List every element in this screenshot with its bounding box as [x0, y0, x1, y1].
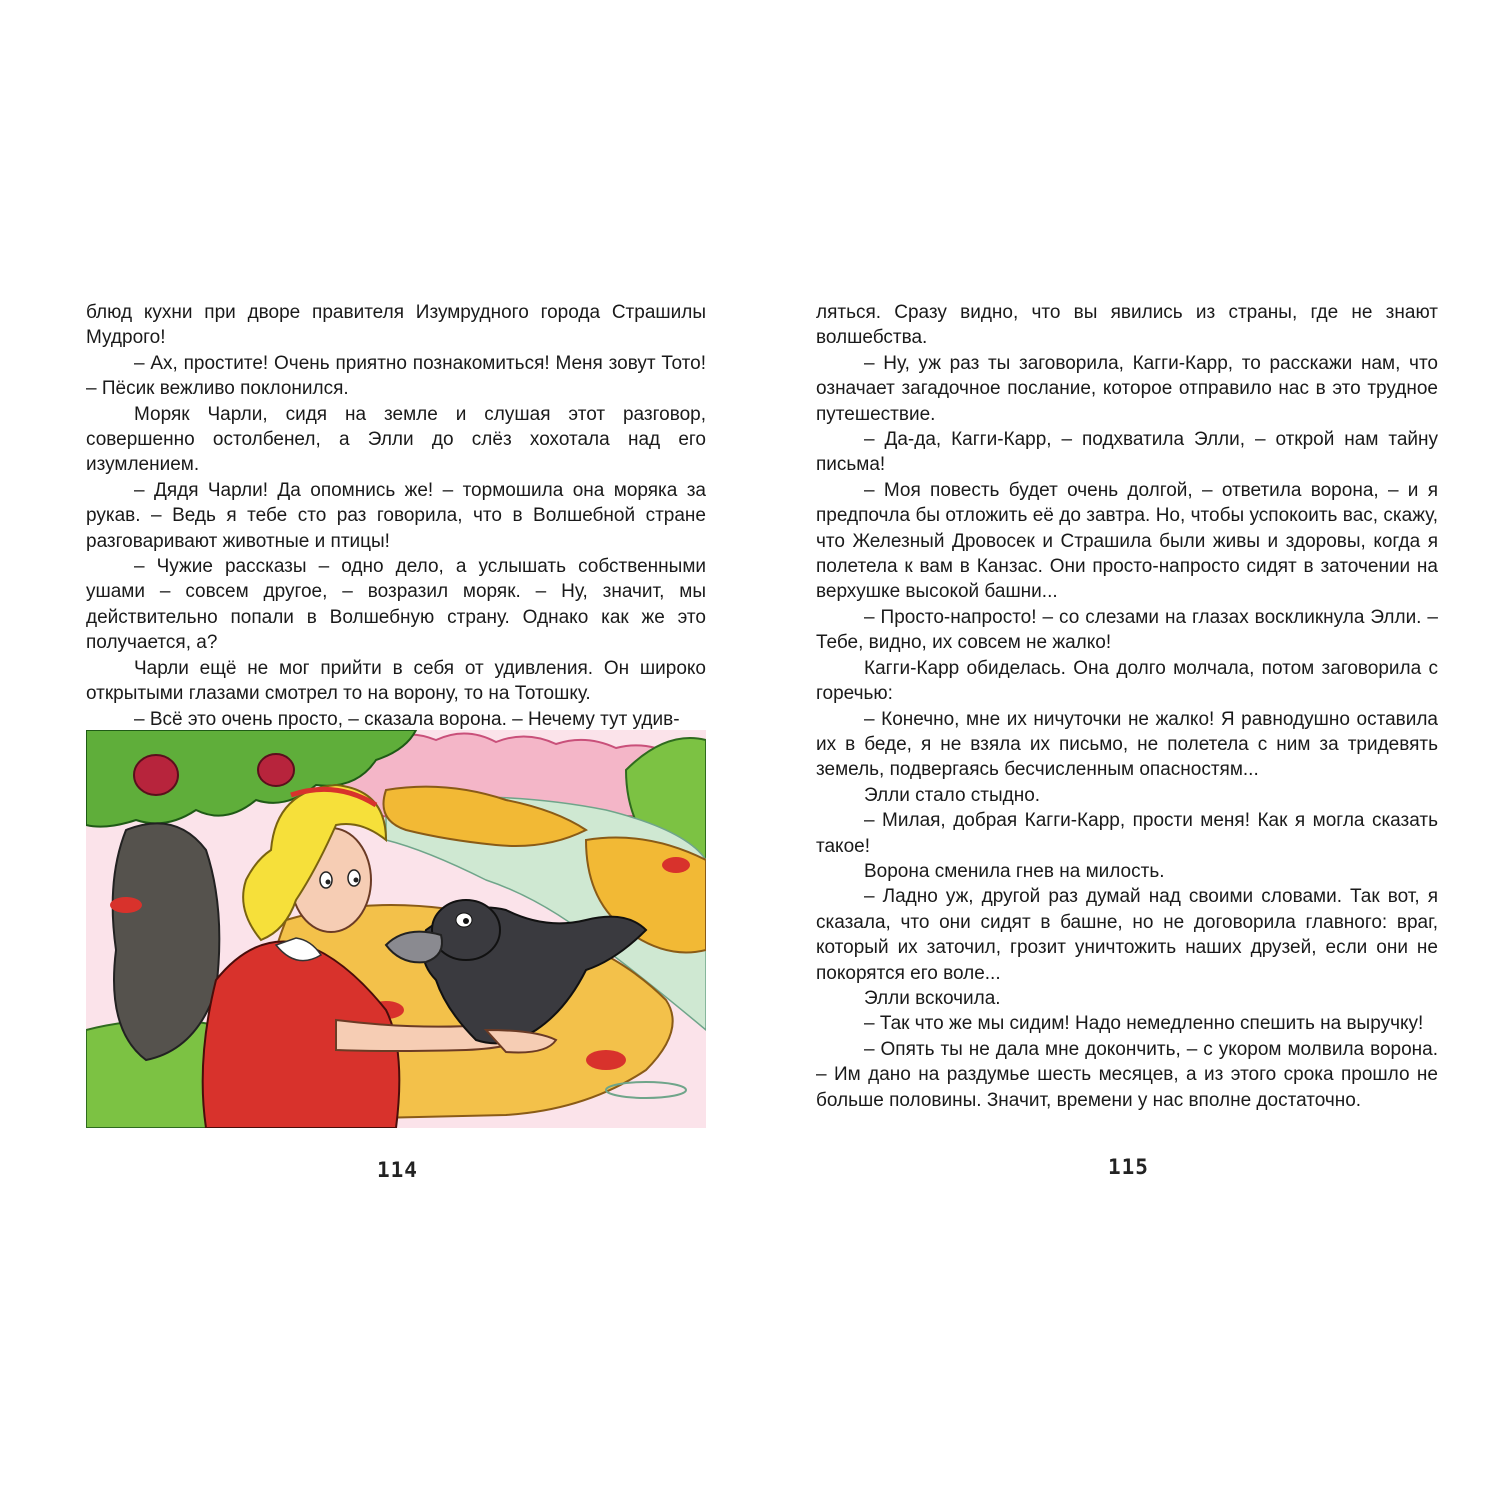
paragraph: – Конечно, мне их ничуточки не жалко! Я равнодушно оставила их в беде, я не взяла их письмо, не полетела с ним за тридевять земель, подвергаясь бесчисленным опасностям... [816, 708, 1438, 781]
crow-pupil [463, 918, 469, 924]
fruit [134, 755, 178, 795]
stone [662, 857, 690, 873]
paragraph: – Дядя Чарли! Да опомнись же! – тормошила она моряка за рукав. – Ведь я тебе сто раз говорила, что в Волшебной стране разговаривают животные и птицы! [86, 479, 706, 552]
paragraph: – Да-да, Кагги-Карр, – подхватила Элли, – открой нам тайну письма! [816, 429, 1438, 476]
page-number-right: 115 [1108, 1155, 1149, 1179]
paragraph: – Ну, уж раз ты заговорила, Кагги-Карр, то расскажи нам, что означает загадочное послание, которое отправило нас в это трудное путешествие. [816, 352, 1438, 425]
left-page [86, 300, 706, 732]
paragraph: Моряк Чарли, сидя на земле и слушая этот разговор, совершенно остолбенел, а Элли до слёз хохотала над его изумлением. [86, 403, 706, 476]
paragraph: Элли вскочила. [864, 987, 1001, 1009]
paragraph: ляться. Сразу видно, что вы явились из страны, где не знают волшебства. [816, 302, 1438, 349]
paragraph: Чарли ещё не мог прийти в себя от удивления. Он широко открытыми глазами смотрел то на ворону, то на Тотошку. [86, 657, 706, 705]
crow-head [432, 900, 500, 960]
paragraph: – Ах, простите! Очень приятно познакомиться! Меня зовут Тото! – Пёсик вежливо поклонился. [86, 352, 706, 400]
stone [586, 1050, 626, 1070]
girl-pupil [326, 880, 331, 885]
fruit [258, 754, 294, 786]
illustration-ellie-and-crow [86, 730, 706, 1128]
paragraph: – Опять ты не дала мне докончить, – с укором молвила ворона. – Им дано на раздумье шесть месяцев, а из этого срока прошло не больше половины. Значит, времени у нас вполне достаточно. [816, 1038, 1438, 1111]
paragraph: – Ладно уж, другой раз думай над своими словами. Так вот, я сказала, что они сидят в башне, но не договорила главного: враг, который их заточил, грозит уничтожить наших друзей, если они не покорятся его воле... [816, 886, 1438, 984]
paragraph: Элли стало стыдно. [864, 784, 1041, 806]
stone [110, 897, 142, 913]
page-number-left: 114 [377, 1158, 418, 1182]
paragraph: блюд кухни при дворе правителя Изумрудного города Страшилы Мудрого! [86, 302, 706, 349]
right-page-text [816, 300, 1438, 1113]
illustration-image [86, 730, 706, 1128]
paragraph: – Милая, добрая Кагги-Карр, прости меня! Как я могла сказать такое! [816, 810, 1438, 857]
paragraph: – Чужие рассказы – одно дело, а услышать собственными ушами – совсем другое, – возразил моряк. – Ну, значит, мы действительно попали в Волшебную страну. Однако как же это получается, а? [86, 556, 706, 654]
paragraph: Кагги-Карр обиделась. Она долго молчала, потом заговорила с горечью: [816, 657, 1438, 705]
girl-pupil [354, 878, 359, 883]
paragraph: – Просто-напросто! – со слезами на глазах воскликнула Элли. – Тебе, видно, их совсем не жалко! [816, 606, 1438, 654]
right-page [816, 300, 1438, 1113]
girl-eye [348, 870, 360, 886]
paragraph: – Так что же мы сидим! Надо немедленно спешить на выручку! [864, 1013, 1424, 1035]
left-page-text [86, 300, 706, 732]
girl-eye [320, 872, 332, 888]
paragraph: Ворона сменила гнев на милость. [864, 860, 1165, 882]
paragraph: – Всё это очень просто, – сказала ворона. – Нечему тут удив- [134, 708, 680, 730]
paragraph: – Моя повесть будет очень долгой, – ответила ворона, – и я предпочла бы отложить её до завтра. Но, чтобы успокоить вас, скажу, что Железный Дровосек и Страшила были живы и здоровы, когда я полетела к вам в Канзас. Они просто-напросто сидят в заточении на верхушке высокой башни... [816, 479, 1438, 603]
